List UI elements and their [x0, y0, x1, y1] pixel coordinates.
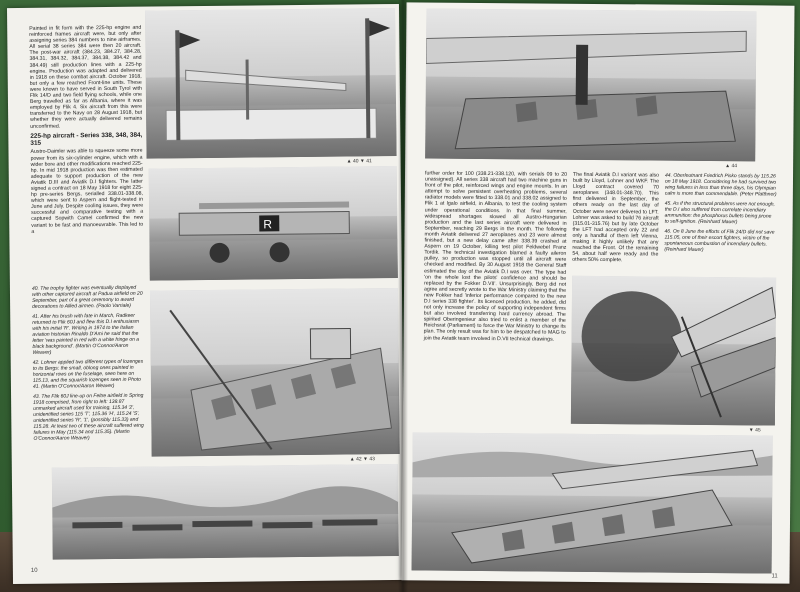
- right-body-paragraph-2: The final Aviatik D.I variant was also built by Lloyd, Lohner and WKF. The Lloyd contract covered 70 aeroplanes (348.01-348.70). This first delivered in September, the others ready on the last day of October were never delivered to LFT. Lohner was asked to build 76 aircraft (315.01-315.76) but by late October the LFT had accepted only 22 and only a handful of them left Vienna, making it highly unlikely that any reached the Front. Of the remaining 54, about half were ready and the others 50% complete.: [572, 171, 660, 264]
- photo-46-illustration: [412, 432, 773, 573]
- photo-46-crashed-115-05: [412, 432, 773, 573]
- photo-45-illustration: [571, 276, 776, 426]
- caption-42: 42. Lohner applied two different types of lozenges to its Bergs: the small, oblong ones painted in horizontal rows on the fuselage, seen here on 115.13, and the squarish lozenges seen in Photo 41. (Martin O'Connor/Aaron Weaver): [32, 358, 144, 390]
- left-column-text: [29, 25, 143, 238]
- book-spine-shadow: [398, 0, 408, 592]
- photo-44-pisko-aircraft: [425, 8, 756, 161]
- photo-ref-44: ▲ 44: [725, 163, 738, 170]
- left-captions: [32, 285, 146, 446]
- photo-43-illustration: [52, 464, 399, 560]
- caption-46: 46. On 8 June the efforts of Flik 24/D did not save 115.05, one of their escort fighters, victim of the spontaneous combustion of incendiary bullets. (Reinhard Mauer): [664, 228, 775, 253]
- left-page: [7, 4, 405, 584]
- caption-40: 40. The trophy fighter was eventually displayed with other captured aircraft at Padua airfield on 20 September, part of a great ceremony to award decorations to Allied airmen. (Paolo Varriale): [31, 284, 143, 310]
- photo-40-airfield-ceremony: [145, 8, 397, 159]
- caption-44: 44. Oberleutnant Friedrich Pisko stands by 115.26 on 18 May 1918. Considering he had survived two wing failures in less than three days, his Olympian calm is more than commendable. (Peter Platthner): [664, 172, 777, 198]
- photo-ref-42-43: ▲ 42 ▼ 43: [349, 456, 375, 463]
- photo-44-illustration: [425, 8, 756, 161]
- photo-ref-40-41: ▲ 40 ▼ 41: [346, 158, 372, 165]
- caption-41: 41. After his brush with fate in March, Radkeer returned to Flik 60J and flew this D.I enthusiasm with his initial 'R'. Writing in 1974 to the Italian aviation historian Rinaldo D'Ami he said that the letter 'was painted in red with a white fringe on a black background'. (Martin O'Connor/Aaron Weaver): [32, 312, 140, 356]
- photo-45-burning-wreck: [571, 276, 776, 426]
- right-column-1-text: [424, 170, 568, 345]
- right-page-number: 11: [771, 573, 778, 580]
- intro-paragraph: Painted in fit form with the 225-hp engine and reinforced frames aircraft were, but only after assigning series 384 numbers to nine airframes. All serial 38 series 384 were then 20 aircraft. The post-war aircraft (384.23, 384.27, 384.28, 384.31, 384.32, 384.37, 384.38, 384.42 and 384.49) still production lines with a 225-hp engine. Production was adapted and delivered in 1918 on these combat aircraft. October 1918, but only a few reached Front-line units. These were known to have served in South Tyrol with Flik 14/D and two field flying schools, while one Berg travelled as far as Albania, where it was employed by Flik 4. Six aircraft from this were transferred to the Navy on 28 August 1918, but whether they were actually delivered remains unconfirmed.: [29, 24, 143, 130]
- right-body-paragraph-1: further order for 100 (338.21-338.120, with serials 09 to 20 unassigned). All series 338 aircraft had two machine guns in front of the pilot, reinforced wings and engine mounts. In an attempt to solve persistent overheating problems, several radiator models were fitted to 338.01 and 338.02 assigned to Flik 1 at Igalo airfield, in Albania, to test the cooling system under operational conditions. In that final summer, widespread shortages slowed all Austro-Hungarian production and the last series aircraft were delivered in September, reaching 29 Bergs in the month. The following month Aviatik delivered 27 aeroplanes and 23 were almost finished, but a new delay came after 338.39 crashed at Aspern on 19 October, killing test pilot Feldwebel Franz Tordik. The technical investigation blamed a faulty aileron pulley, so production was stopped until all aircraft were checked and modified. By 30 August 1918 the General Staff estimated the day of the Aviatik D.I was over. The type had 'on the whole lost the pilots' confidence and should be replaced by the Fokker D.VII'. Unsurprisingly, Berg did not agree and secretly wrote to the War Ministry claiming that the new Fokker had 'inferior performance compared to the new D.I series 338 fighter'. Its licenced production, he added, did not only increase the policy of supporting independent firms but also involved transferring hard currency abroad. The spirited Oberingenieur also tried to enlist a member of the Reichsrat (Parliament) to force the War Ministry to change its plan. The only result was for him to be despatched to MAG to join the Aviatik team involved in D.VII technical drawings.: [423, 170, 568, 343]
- photo-41-berg-fighter: [149, 166, 398, 281]
- photo-40-illustration: [145, 8, 397, 159]
- photo-43-flik-lineup: [52, 464, 399, 560]
- caption-45: 45. As if the structural problems were not enough, the D.I also suffered from correlate incendiary ammunition: the phosphorus bullets being prone to self-ignition. (Reinhard Mauer): [664, 200, 775, 226]
- caption-43: 43. The Flik 60J line-up on Feltre airfield in Spring 1918 comprised, from right to left: 138.87 unmarked aircraft used for training, 115.34 '2', unidentified series 115 'T', 115.36 'H', 115.24 'S', unidentified series 'R', '1', (possibly 115.33) and 115.28. At least two of these aircraft suffered wing failures in May (115.34 and 115.35). (Martin O'Connor/Aaron Weaver): [33, 392, 144, 442]
- photo-42-lozenge-fuselage: [150, 288, 400, 457]
- section-heading: 225-hp aircraft - Series 338, 348, 384, 315: [30, 131, 143, 147]
- right-column-2-text: [572, 172, 659, 267]
- svg-text:R: R: [263, 217, 273, 232]
- left-page-number: 10: [30, 567, 38, 574]
- right-page: [401, 2, 794, 583]
- photo-41-illustration: [149, 166, 398, 281]
- photo-42-illustration: [150, 288, 400, 457]
- body-paragraph: Austro-Daimler was able to squeeze some more power from its six-cylinder engine, which with a wider bore and other modifications reached 225-hp. In mid 1918 production was then estimated adequate to support production of the new Aviatik D.III and Aviatik D.I fighters. The latter signed a contract on 18 May 1918 for eight 225-hp pre-series Bergs, serialled 338.01-338.08, which were sent to Aspern and flight-tested in June and July. Despite cooling issues, they were successful and comparative testing with a captured Sopwith Camel confirmed the new variant to be fast and manoeuvrable. This led to a: [30, 148, 144, 235]
- photo-ref-45: ▼ 45: [748, 427, 761, 434]
- right-captions: [664, 173, 777, 258]
